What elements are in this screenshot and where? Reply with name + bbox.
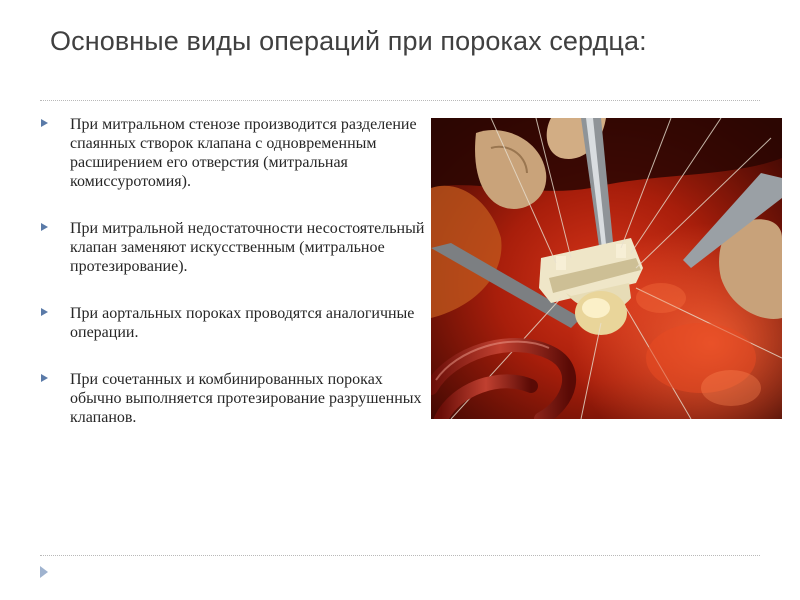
top-divider [40,100,760,101]
triangle-bullet-icon [41,308,48,316]
slide-title: Основные виды операций при пороках сердца: [50,26,647,56]
bottom-divider [40,555,760,556]
bullet-item [38,304,428,342]
bullet-text: При сочетанных и комбинированных пороках обычно выполняется протезирование разрушенных клапанов. [70,371,422,426]
triangle-bullet-icon [41,119,48,127]
bullet-text: При аортальных пороках проводятся аналогичные операции. [70,305,415,341]
heart-valve-surgery-photo [431,118,782,419]
bullet-item [38,219,428,276]
next-slide-arrow-icon[interactable] [40,566,48,578]
triangle-bullet-icon [41,223,48,231]
bullet-item [38,370,428,427]
bullet-list [38,115,428,455]
triangle-bullet-icon [41,374,48,382]
bullet-item [38,115,428,191]
bullet-text: При митральном стенозе производится разделение спаянных створок клапана с одновременным расширением его отверстия (митральная комиссуротомия). [70,116,417,190]
bullet-text: При митральной недостаточности несостоятельный клапан заменяют искусственным (митральное протезирование). [70,220,425,275]
